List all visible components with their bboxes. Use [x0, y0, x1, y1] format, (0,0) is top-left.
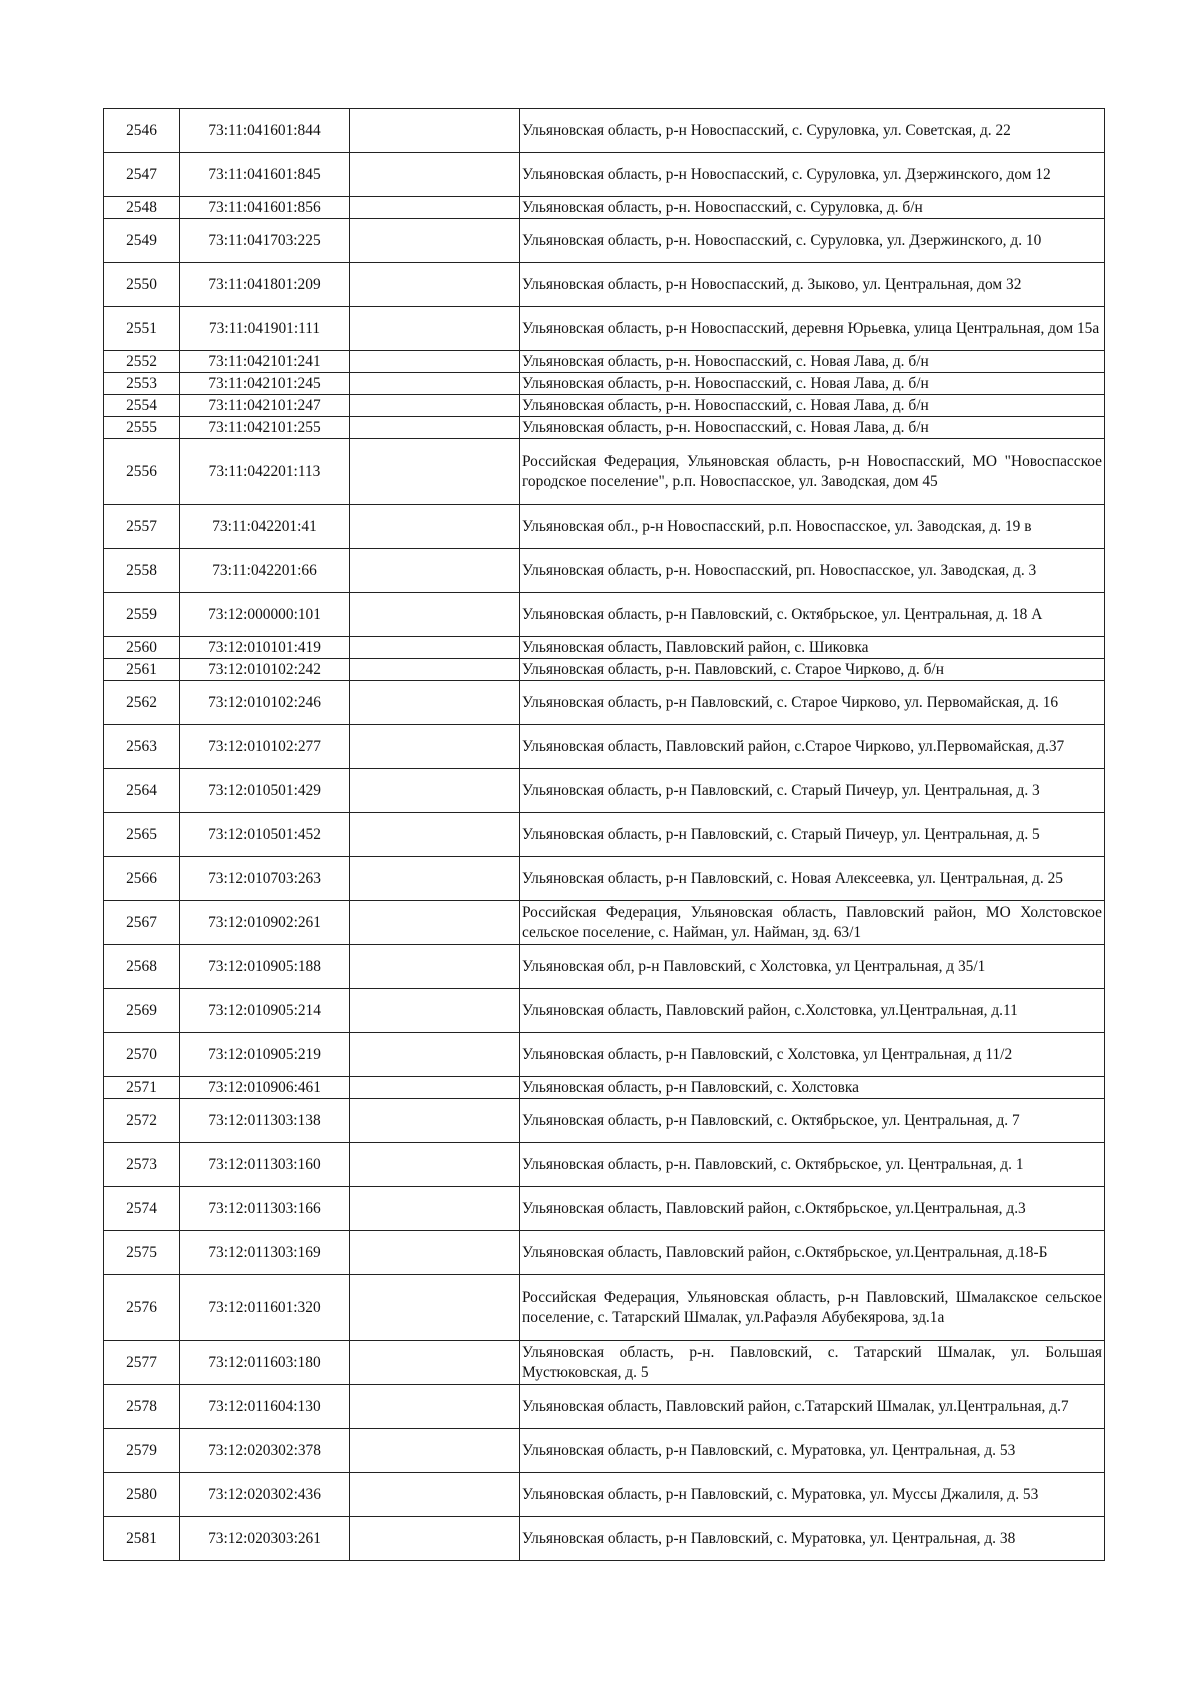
empty-cell	[350, 659, 520, 681]
empty-cell	[350, 1099, 520, 1143]
row-number-cell: 2571	[104, 1077, 180, 1099]
empty-cell	[350, 219, 520, 263]
empty-cell	[350, 1077, 520, 1099]
address-cell: Ульяновская область, р-н Павловский, с. Октябрьское, ул. Центральная, д. 7	[520, 1099, 1105, 1143]
table-row	[104, 1275, 1105, 1341]
table-row	[104, 417, 1105, 439]
empty-cell	[350, 857, 520, 901]
table-row	[104, 153, 1105, 197]
table-row	[104, 439, 1105, 505]
table-row	[104, 1429, 1105, 1473]
table-row	[104, 1033, 1105, 1077]
empty-cell	[350, 1385, 520, 1429]
table-row	[104, 1385, 1105, 1429]
row-number-cell: 2566	[104, 857, 180, 901]
cadastral-number-cell: 73:11:042101:255	[180, 417, 350, 439]
cadastral-number-cell: 73:11:042101:241	[180, 351, 350, 373]
row-number-cell: 2547	[104, 153, 180, 197]
row-number-cell: 2568	[104, 945, 180, 989]
address-cell: Ульяновская область, Павловский район, с.Холстовка, ул.Центральная, д.11	[520, 989, 1105, 1033]
cadastral-number-cell: 73:12:011603:180	[180, 1341, 350, 1385]
cadastral-number-cell: 73:12:020302:436	[180, 1473, 350, 1517]
empty-cell	[350, 725, 520, 769]
address-cell: Ульяновская область, р-н Павловский, с. Старый Пичеур, ул. Центральная, д. 3	[520, 769, 1105, 813]
address-cell: Ульяновская область, р-н Павловский, с. Муратовка, ул. Центральная, д. 53	[520, 1429, 1105, 1473]
table-row	[104, 659, 1105, 681]
cadastral-number-cell: 73:11:041801:209	[180, 263, 350, 307]
row-number-cell: 2561	[104, 659, 180, 681]
empty-cell	[350, 681, 520, 725]
cadastral-number-cell: 73:12:010102:246	[180, 681, 350, 725]
row-number-cell: 2555	[104, 417, 180, 439]
address-cell: Ульяновская область, р-н Новоспасский, с. Суруловка, ул. Советская, д. 22	[520, 109, 1105, 153]
row-number-cell: 2562	[104, 681, 180, 725]
empty-cell	[350, 263, 520, 307]
row-number-cell: 2579	[104, 1429, 180, 1473]
table-row	[104, 1231, 1105, 1275]
empty-cell	[350, 1429, 520, 1473]
cadastral-number-cell: 73:12:010101:419	[180, 637, 350, 659]
registry-table	[103, 108, 1105, 1561]
address-cell: Ульяновская область, р-н Павловский, с. Старый Пичеур, ул. Центральная, д. 5	[520, 813, 1105, 857]
cadastral-number-cell: 73:12:011604:130	[180, 1385, 350, 1429]
empty-cell	[350, 1517, 520, 1561]
empty-cell	[350, 1143, 520, 1187]
table-row	[104, 549, 1105, 593]
table-row	[104, 593, 1105, 637]
row-number-cell: 2549	[104, 219, 180, 263]
address-cell: Ульяновская область, р-н Павловский, с. Холстовка	[520, 1077, 1105, 1099]
cadastral-number-cell: 73:12:010905:214	[180, 989, 350, 1033]
address-cell: Ульяновская область, р-н. Новоспасский, с. Суруловка, ул. Дзержинского, д. 10	[520, 219, 1105, 263]
table-row	[104, 1187, 1105, 1231]
address-cell: Ульяновская область, Павловский район, с.Октябрьское, ул.Центральная, д.3	[520, 1187, 1105, 1231]
address-cell: Ульяновская область, р-н Новоспасский, с. Суруловка, ул. Дзержинского, дом 12	[520, 153, 1105, 197]
cadastral-number-cell: 73:12:011303:169	[180, 1231, 350, 1275]
empty-cell	[350, 593, 520, 637]
cadastral-number-cell: 73:12:011303:166	[180, 1187, 350, 1231]
row-number-cell: 2575	[104, 1231, 180, 1275]
registry-table-body	[104, 109, 1105, 1561]
table-row	[104, 219, 1105, 263]
table-row	[104, 505, 1105, 549]
row-number-cell: 2576	[104, 1275, 180, 1341]
address-cell: Российская Федерация, Ульяновская область, р-н Павловский, Шмалакское сельское поселение, с. Татарский Шмалак, ул.Рафаэля Абубекярова, зд.1а	[520, 1275, 1105, 1341]
cadastral-number-cell: 73:12:011601:320	[180, 1275, 350, 1341]
address-cell: Ульяновская область, р-н. Новоспасский, с. Новая Лава, д. б/н	[520, 351, 1105, 373]
cadastral-number-cell: 73:12:011303:160	[180, 1143, 350, 1187]
table-row	[104, 1517, 1105, 1561]
cadastral-number-cell: 73:11:041601:844	[180, 109, 350, 153]
address-cell: Ульяновская область, р-н. Новоспасский, рп. Новоспасское, ул. Заводская, д. 3	[520, 549, 1105, 593]
address-cell: Ульяновская область, р-н Павловский, с. Старое Чирково, ул. Первомайская, д. 16	[520, 681, 1105, 725]
table-row	[104, 681, 1105, 725]
table-row	[104, 945, 1105, 989]
row-number-cell: 2572	[104, 1099, 180, 1143]
cadastral-number-cell: 73:11:041601:845	[180, 153, 350, 197]
empty-cell	[350, 1275, 520, 1341]
cadastral-number-cell: 73:12:010102:277	[180, 725, 350, 769]
address-cell: Ульяновская область, р-н Павловский, с. Октябрьское, ул. Центральная, д. 18 А	[520, 593, 1105, 637]
cadastral-number-cell: 73:12:010102:242	[180, 659, 350, 681]
table-row	[104, 263, 1105, 307]
row-number-cell: 2546	[104, 109, 180, 153]
empty-cell	[350, 901, 520, 945]
table-row	[104, 857, 1105, 901]
address-cell: Ульяновская обл, р-н Павловский, с Холстовка, ул Центральная, д 35/1	[520, 945, 1105, 989]
row-number-cell: 2580	[104, 1473, 180, 1517]
row-number-cell: 2563	[104, 725, 180, 769]
empty-cell	[350, 439, 520, 505]
empty-cell	[350, 1341, 520, 1385]
row-number-cell: 2552	[104, 351, 180, 373]
row-number-cell: 2553	[104, 373, 180, 395]
empty-cell	[350, 395, 520, 417]
empty-cell	[350, 373, 520, 395]
table-row	[104, 1341, 1105, 1385]
address-cell: Ульяновская область, р-н. Новоспасский, с. Новая Лава, д. б/н	[520, 417, 1105, 439]
registry-table-wrapper	[103, 108, 1100, 1561]
empty-cell	[350, 197, 520, 219]
table-row	[104, 395, 1105, 417]
empty-cell	[350, 813, 520, 857]
address-cell: Ульяновская область, Павловский район, с. Шиковка	[520, 637, 1105, 659]
cadastral-number-cell: 73:11:042201:66	[180, 549, 350, 593]
address-cell: Ульяновская область, р-н Павловский, с. Новая Алексеевка, ул. Центральная, д. 25	[520, 857, 1105, 901]
cadastral-number-cell: 73:11:042101:247	[180, 395, 350, 417]
empty-cell	[350, 1033, 520, 1077]
table-row	[104, 637, 1105, 659]
cadastral-number-cell: 73:12:010703:263	[180, 857, 350, 901]
row-number-cell: 2550	[104, 263, 180, 307]
empty-cell	[350, 945, 520, 989]
row-number-cell: 2581	[104, 1517, 180, 1561]
row-number-cell: 2554	[104, 395, 180, 417]
table-row	[104, 725, 1105, 769]
address-cell: Ульяновская область, р-н. Павловский, с. Октябрьское, ул. Центральная, д. 1	[520, 1143, 1105, 1187]
row-number-cell: 2573	[104, 1143, 180, 1187]
row-number-cell: 2578	[104, 1385, 180, 1429]
empty-cell	[350, 417, 520, 439]
cadastral-number-cell: 73:12:020303:261	[180, 1517, 350, 1561]
address-cell: Российская Федерация, Ульяновская область, р-н Новоспасский, МО "Новоспасское городское поселение", р.п. Новоспасское, ул. Заводская, дом 45	[520, 439, 1105, 505]
table-row	[104, 1077, 1105, 1099]
empty-cell	[350, 307, 520, 351]
row-number-cell: 2564	[104, 769, 180, 813]
address-cell: Ульяновская область, р-н. Новоспасский, с. Новая Лава, д. б/н	[520, 395, 1105, 417]
empty-cell	[350, 109, 520, 153]
empty-cell	[350, 989, 520, 1033]
table-row	[104, 769, 1105, 813]
row-number-cell: 2557	[104, 505, 180, 549]
table-row	[104, 1099, 1105, 1143]
empty-cell	[350, 637, 520, 659]
cadastral-number-cell: 73:11:041601:856	[180, 197, 350, 219]
empty-cell	[350, 1187, 520, 1231]
address-cell: Ульяновская область, р-н. Новоспасский, с. Суруловка, д. б/н	[520, 197, 1105, 219]
address-cell: Ульяновская область, Павловский район, с.Татарский Шмалак, ул.Центральная, д.7	[520, 1385, 1105, 1429]
address-cell: Ульяновская обл., р-н Новоспасский, р.п. Новоспасское, ул. Заводская, д. 19 в	[520, 505, 1105, 549]
address-cell: Ульяновская область, Павловский район, с.Октябрьское, ул.Центральная, д.18-Б	[520, 1231, 1105, 1275]
cadastral-number-cell: 73:12:011303:138	[180, 1099, 350, 1143]
empty-cell	[350, 505, 520, 549]
empty-cell	[350, 1231, 520, 1275]
row-number-cell: 2548	[104, 197, 180, 219]
cadastral-number-cell: 73:12:010906:461	[180, 1077, 350, 1099]
table-row	[104, 1143, 1105, 1187]
empty-cell	[350, 1473, 520, 1517]
address-cell: Ульяновская область, р-н Павловский, с. Муратовка, ул. Центральная, д. 38	[520, 1517, 1105, 1561]
row-number-cell: 2551	[104, 307, 180, 351]
cadastral-number-cell: 73:11:042201:113	[180, 439, 350, 505]
table-row	[104, 813, 1105, 857]
cadastral-number-cell: 73:11:041703:225	[180, 219, 350, 263]
row-number-cell: 2560	[104, 637, 180, 659]
cadastral-number-cell: 73:11:042201:41	[180, 505, 350, 549]
address-cell: Ульяновская область, р-н. Павловский, с. Татарский Шмалак, ул. Большая Мустюковская, д. 5	[520, 1341, 1105, 1385]
empty-cell	[350, 549, 520, 593]
table-row	[104, 197, 1105, 219]
address-cell: Ульяновская область, р-н Павловский, с Холстовка, ул Центральная, д 11/2	[520, 1033, 1105, 1077]
row-number-cell: 2574	[104, 1187, 180, 1231]
row-number-cell: 2565	[104, 813, 180, 857]
row-number-cell: 2556	[104, 439, 180, 505]
cadastral-number-cell: 73:12:020302:378	[180, 1429, 350, 1473]
cadastral-number-cell: 73:12:010501:452	[180, 813, 350, 857]
table-row	[104, 109, 1105, 153]
empty-cell	[350, 153, 520, 197]
row-number-cell: 2558	[104, 549, 180, 593]
row-number-cell: 2570	[104, 1033, 180, 1077]
address-cell: Ульяновская область, р-н Павловский, с. Муратовка, ул. Муссы Джалиля, д. 53	[520, 1473, 1105, 1517]
cadastral-number-cell: 73:12:010905:219	[180, 1033, 350, 1077]
cadastral-number-cell: 73:11:042101:245	[180, 373, 350, 395]
table-row	[104, 307, 1105, 351]
table-row	[104, 1473, 1105, 1517]
address-cell: Ульяновская область, Павловский район, с.Старое Чирково, ул.Первомайская, д.37	[520, 725, 1105, 769]
address-cell: Ульяновская область, р-н. Новоспасский, с. Новая Лава, д. б/н	[520, 373, 1105, 395]
row-number-cell: 2567	[104, 901, 180, 945]
table-row	[104, 989, 1105, 1033]
table-row	[104, 373, 1105, 395]
cadastral-number-cell: 73:12:000000:101	[180, 593, 350, 637]
cadastral-number-cell: 73:12:010905:188	[180, 945, 350, 989]
table-row	[104, 901, 1105, 945]
table-row	[104, 351, 1105, 373]
cadastral-number-cell: 73:12:010501:429	[180, 769, 350, 813]
empty-cell	[350, 769, 520, 813]
cadastral-number-cell: 73:12:010902:261	[180, 901, 350, 945]
row-number-cell: 2569	[104, 989, 180, 1033]
row-number-cell: 2577	[104, 1341, 180, 1385]
address-cell: Ульяновская область, р-н Новоспасский, деревня Юрьевка, улица Центральная, дом 15а	[520, 307, 1105, 351]
empty-cell	[350, 351, 520, 373]
cadastral-number-cell: 73:11:041901:111	[180, 307, 350, 351]
row-number-cell: 2559	[104, 593, 180, 637]
address-cell: Ульяновская область, р-н Новоспасский, д. Зыково, ул. Центральная, дом 32	[520, 263, 1105, 307]
address-cell: Российская Федерация, Ульяновская область, Павловский район, МО Холстовское сельское поселение, с. Найман, ул. Найман, зд. 63/1	[520, 901, 1105, 945]
address-cell: Ульяновская область, р-н. Павловский, с. Старое Чирково, д. б/н	[520, 659, 1105, 681]
